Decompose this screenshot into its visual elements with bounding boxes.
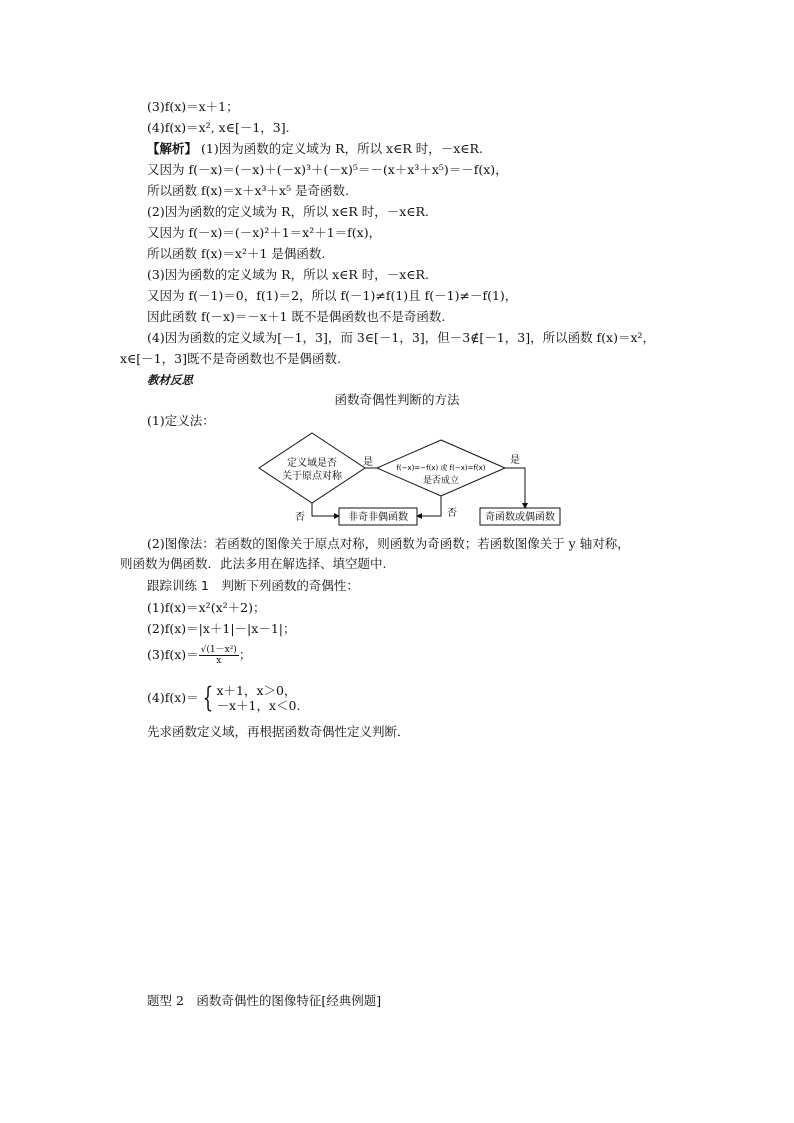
brace-icon: { xyxy=(202,681,213,714)
box-neither-text: 非奇非偶函数 xyxy=(348,512,408,523)
item3-suffix: ； xyxy=(238,647,252,662)
solution-line-11: x∈[－1，3]既不是奇函数也不是偶函数. xyxy=(120,351,341,366)
definition-method-label: (1)定义法： xyxy=(147,413,215,428)
solution-line-1 xyxy=(147,141,483,157)
item3-denominator: x xyxy=(216,656,222,666)
diamond1-text-2: 关于原点对称 xyxy=(282,471,342,482)
line-3-fx: (3)f(x)＝x＋1； xyxy=(147,99,239,114)
no-label-1: 否 xyxy=(295,512,305,523)
arrow-no-1 xyxy=(312,503,339,516)
line-4-fx: (4)f(x)＝x², x∈[－1，3]. xyxy=(147,120,290,135)
item4-prefix: (4)f(x)＝ xyxy=(147,690,199,705)
yes-label-1: 是 xyxy=(363,457,373,468)
practice-item-1: (1)f(x)＝x²(x²＋2)； xyxy=(147,600,266,615)
item3-fraction xyxy=(199,645,239,666)
reflection-heading: 教材反思 xyxy=(147,373,193,387)
practice-item-3 xyxy=(147,645,251,666)
hint-line: 先求函数定义域，再根据函数奇偶性定义判断． xyxy=(147,724,410,739)
solution-line-7: (3)因为函数的定义域为 R，所以 x∈R 时，－x∈R. xyxy=(147,267,429,282)
solution-line-9: 因此函数 f(－x)＝－x＋1 既不是偶函数也不是奇函数. xyxy=(147,309,446,324)
diamond2-text-1: f(−x)=−f(x) 或 f(−x)=f(x) xyxy=(396,464,486,472)
solution-line-2: 又因为 f(－x)＝(－x)＋(－x)³＋(－x)⁵＝－(x＋x³＋x⁵)＝－f(x)， xyxy=(147,162,508,177)
solution-line-3: 所以函数 f(x)＝x＋x³＋x⁵ 是奇函数. xyxy=(147,183,350,198)
practice-item-4 xyxy=(147,683,300,713)
item3-numerator: √(1－x²) xyxy=(200,645,237,655)
method-title: 函数奇偶性判断的方法 xyxy=(334,392,460,407)
case-1: x＋1，x＞0， xyxy=(216,683,297,698)
graph-method-line-2: 则函数为偶函数．此法多用在解选择、填空题中. xyxy=(120,556,387,571)
solution-line-4: (2)因为函数的定义域为 R，所以 x∈R 时，－x∈R. xyxy=(147,204,429,219)
solution-line-6: 所以函数 f(x)＝x²＋1 是偶函数. xyxy=(147,246,326,261)
arrow-no-2 xyxy=(417,496,441,516)
arrow-yes-2 xyxy=(505,468,525,508)
diamond2-text-2: 是否成立 xyxy=(422,476,460,486)
solution-tag: 【解析】 xyxy=(147,141,198,156)
next-section-heading: 题型 2 函数奇偶性的图像特征[经典例题] xyxy=(147,993,382,1008)
item3-prefix: (3)f(x)＝ xyxy=(147,647,199,662)
solution-line-10: (4)因为函数的定义域为[－1，3]，而 3∈[－1，3]，但－3∉[－1，3]，所以函数 f(x)＝x²， xyxy=(147,330,656,345)
flowchart xyxy=(255,428,565,530)
box-oddeven-text: 奇函数或偶函数 xyxy=(485,512,555,523)
no-label-2: 否 xyxy=(447,508,457,519)
practice-item-2: (2)f(x)＝|x＋1|－|x－1|； xyxy=(147,621,296,636)
diamond1-text-1: 定义域是否 xyxy=(287,458,337,469)
case-2: －x＋1，x＜0. xyxy=(216,698,301,713)
yes-label-2: 是 xyxy=(510,455,520,466)
solution-line-5: 又因为 f(－x)＝(－x)²＋1＝x²＋1＝f(x)， xyxy=(147,225,382,240)
graph-method-line-1: (2)图像法：若函数的图像关于原点对称，则函数为奇函数；若函数图像关于 y 轴对称， xyxy=(147,536,630,551)
piecewise-cases xyxy=(216,683,300,713)
practice-heading: 跟踪训练 1 判断下列函数的奇偶性： xyxy=(147,578,359,593)
solution-text-1: (1)因为函数的定义域为 R，所以 x∈R 时，－x∈R. xyxy=(197,141,483,156)
solution-line-8: 又因为 f(－1)＝0，f(1)＝2，所以 f(－1)≠f(1)且 f(－1)≠－f(1)， xyxy=(147,288,518,303)
